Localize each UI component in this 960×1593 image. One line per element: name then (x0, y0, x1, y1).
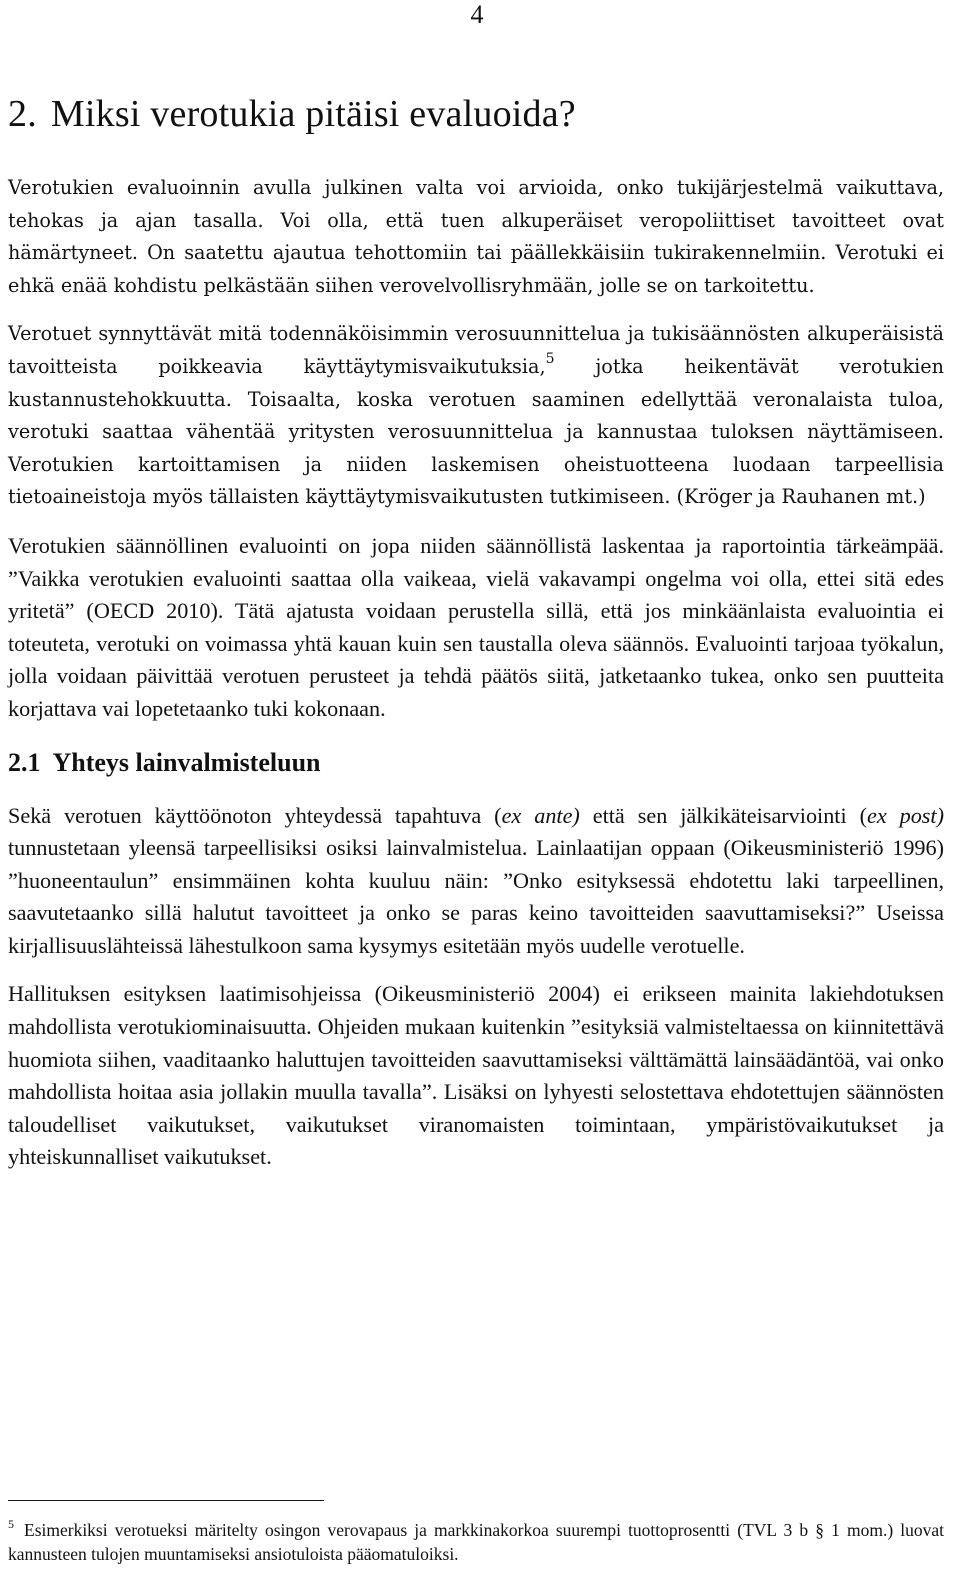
paragraph-2 (8, 318, 944, 514)
paragraph-1: Verotukien evaluoinnin avulla julkinen valta voi arvioida, onko tukijärjestelmä vaikuttava, tehokas ja ajan tasalla. Voi olla, että tuen alkuperäiset veropoliittiset tavoitteet ovat hämärtyneet. On saatettu ajautua tehottomiin tai päällekkäisiin tukirakennelmiin. Verotuki ei ehkä enää kohdistu pelkästään siihen verovelvollisryhmään, jolle se on tarkoitettu. (8, 176, 944, 297)
subsection-heading (8, 746, 944, 780)
paragraph-4-italic-ex-ante: ex ante) (501, 802, 580, 828)
page-content (8, 92, 944, 1174)
paragraph-2-text-start: Verotuet synnyttävät mitä todennäköisimmin verosuunnittelua ja tukisäännösten alkuperäisistä tavoitteista poikkeavia käyttäytymisvaikutuksia, (8, 322, 944, 378)
paragraph-4-part-2: että sen jälkikäteisarviointi ( (579, 802, 867, 828)
section-heading (8, 92, 944, 136)
page-number: 4 (470, 0, 484, 29)
subsection-number: 2.1 (8, 747, 41, 777)
paragraph-5: Hallituksen esityksen laatimisohjeissa (Oikeusministeriö 2004) ei erikseen mainita lakiehdotuksen mahdollista verotukiominaisuutta. Ohjeiden mukaan kuitenkin ”esityksiä valmisteltaessa on kiinnitettävä huomiota siihen, vaaditaanko haluttujen tavoitteiden saavuttamiseksi välttämättä lainsäädäntöä, vai onko mahdollista hoitaa asia jollakin muulla tavalla”. Lisäksi on lyhyesti selostettava ehdotettujen säännösten taloudelliset vaikutukset, vaikutukset viranomaisten toimintaan, ympäristövaikutukset ja yhteiskunnalliset vaikutukset. (8, 981, 944, 1170)
footnote-marker: 5 (8, 1517, 14, 1531)
paragraph-3: Verotukien säännöllinen evaluointi on jopa niiden säännöllistä laskentaa ja raportointia tärkeämpää. ”Vaikka verotukien evaluointi saattaa olla vaikeaa, vielä vakavampi ongelma voi olla, ettei sitä edes yritetä” (OECD 2010). Tätä ajatusta voidaan perustella sillä, että jos minkäänlaista evaluointia ei toteuteta, verotuki on voimassa yhtä kauan kuin sen taustalla oleva säännös. Evaluointi tarjoaa työkalun, jolla voidaan päivittää verotuen perusteet ja tehdä päätös siitä, jatketaanko tukea, onko sen puutteita korjattava vai lopetetaanko tuki kokonaan. (8, 532, 944, 721)
paragraph-2-text-end: jotka heikentävät verotukien kustannustehokkuutta. Toisaalta, koska verotuen saaminen edellyttää veronalaista tuloa, verotuki saattaa vähentää yritysten verosuunnittelua ja kannustaa tuloksen näyttämiseen. Verotukien kartoittamisen ja niiden laskemisen oheistuotteena luodaan tarpeellisia tietoaineistoja myös tällaisten käyttäytymisvaikutusten tutkimiseen. (Kröger ja Rauhanen mt.) (8, 354, 944, 509)
subsection-title: Yhteys lainvalmisteluun (52, 747, 321, 777)
section-title: Miksi verotukia pitäisi evaluoida? (50, 93, 576, 135)
footnote-reference: 5 (545, 350, 555, 367)
paragraph-4-part-1: Sekä verotuen käyttöönoton yhteydessä tapahtuva ( (8, 802, 502, 828)
section-number: 2. (8, 93, 37, 135)
paragraph-4-italic-ex-post: ex post) (866, 802, 944, 828)
paragraph-4-part-3: tunnustetaan yleensä tarpeellisiksi osiksi lainvalmistelua. Lainlaatijan oppaan (Oikeusministeriö 1996) ”huoneentaulun” ensimmäinen kohta kuuluu näin: ”Onko esityksessä ehdotettu laki tarpeellinen, saavutetaanko sillä halutut tavoitteet ja onko se paras keino tavoitteiden saavuttamiseksi?” Useissa kirjallisuuslähteissä lähestulkoon sama kysymys esitetään myös uudelle verotuelle. (8, 835, 944, 958)
paragraph-4 (8, 800, 944, 963)
footnote-divider (8, 1500, 324, 1501)
footnote (8, 1518, 944, 1566)
footnote-text: Esimerkiksi verotueksi märitelty osingon verovapaus ja markkinakorkoa suurempi tuottoprosentti (TVL 3 b § 1 mom.) luovat kannusteen tulojen muuntamiseksi ansiotuloista pääomatuloiksi. (8, 1520, 944, 1564)
